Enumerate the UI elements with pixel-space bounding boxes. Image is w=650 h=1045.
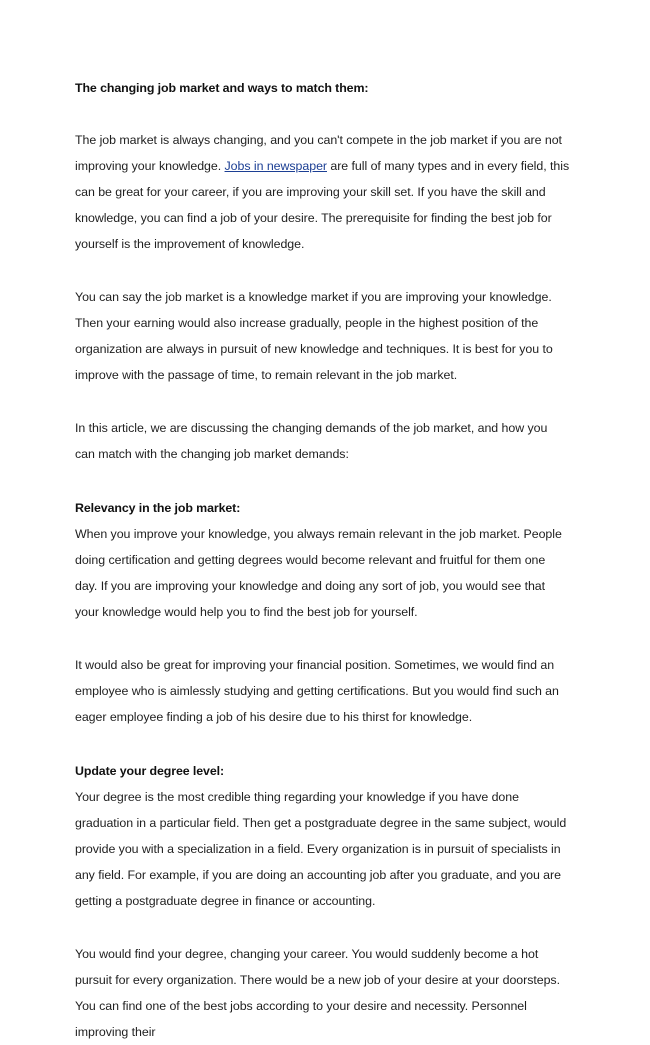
relevancy-paragraph: When you improve your knowledge, you always remain relevant in the job market. People doing certification and getting degrees would become relevant and fruitful for them one day. If you are improving your knowledge and doing any sort of job, you would see that your knowledge would help you to find the best job for yourself. <box>75 527 562 619</box>
spacer <box>75 467 570 495</box>
document-body <box>75 75 570 1045</box>
intro-text-after-link: are full of many types and in every field, this can be great for your career, if you are improving your skill set. If you have the skill and knowledge, you can find a job of your desire. The prerequisite for finding the best job for yourself is the improvement of knowledge. <box>75 159 570 251</box>
spacer <box>75 914 570 941</box>
degree-credibility-paragraph: Your degree is the most credible thing regarding your knowledge if you have done graduation in a particular field. Then get a postgraduate degree in the same subject, would provide you with a specialization in a field. Every organization is in pursuit of specialists in any field. For example, if you are doing an accounting job after you graduate, and you are getting a postgraduate degree in finance or accounting. <box>75 790 567 908</box>
intro-paragraph <box>75 127 570 257</box>
spacer <box>75 730 570 758</box>
spacer <box>75 625 570 652</box>
financial-position-paragraph: It would also be great for improving your financial position. Sometimes, we would find an employee who is aimlessly studying and getting certifications. But you would find such an eager employee finding a job of his desire due to his thirst for knowledge. <box>75 658 559 724</box>
document-title: The changing job market and ways to match them: <box>75 81 369 95</box>
spacer <box>75 388 570 415</box>
spacer <box>75 257 570 284</box>
degree-level-heading: Update your degree level: <box>75 764 224 778</box>
knowledge-market-paragraph: You can say the job market is a knowledge market if you are improving your knowledge. Then your earning would also increase gradually, people in the highest position of the organization are always in pursuit of new knowledge and techniques. It is best for you to improve with the passage of time, to remain relevant in the job market. <box>75 290 553 382</box>
spacer <box>75 101 570 127</box>
relevancy-heading: Relevancy in the job market: <box>75 501 241 515</box>
intro-text-before-link: The job market is always changing, and you can't compete in the job market if you are not improving your knowledge. <box>75 133 562 173</box>
jobs-in-newspaper-link[interactable]: Jobs in newspaper <box>224 159 327 173</box>
article-scope-paragraph: In this article, we are discussing the changing demands of the job market, and how you can match with the changing job market demands: <box>75 421 548 461</box>
career-change-paragraph: You would find your degree, changing your career. You would suddenly become a hot pursuit for every organization. There would be a new job of your desire at your doorsteps. You can find one of the best jobs according to your desire and necessity. Personnel improving their <box>75 947 560 1039</box>
